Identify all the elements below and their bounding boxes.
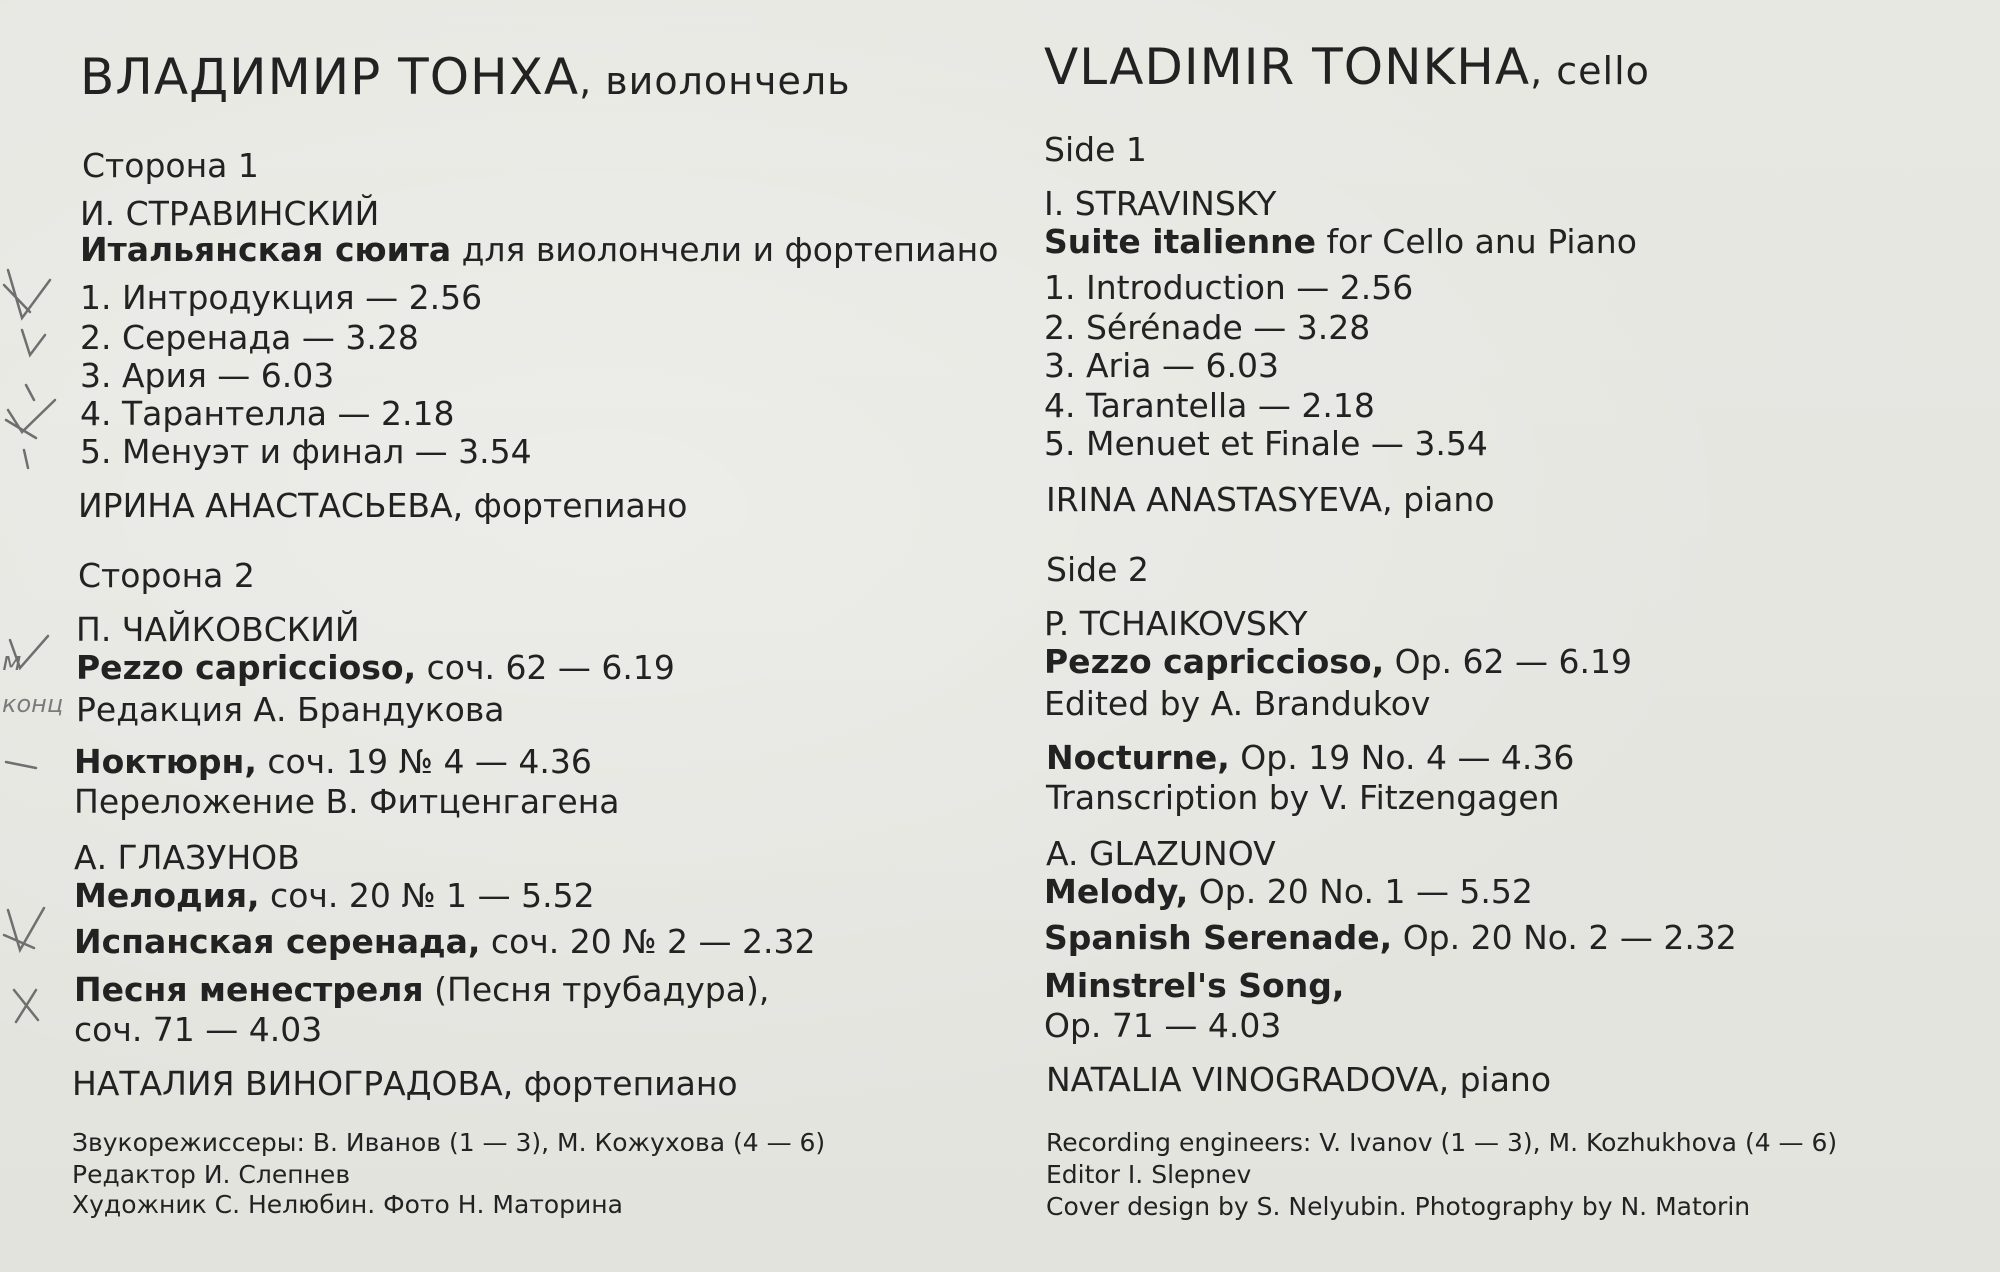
en-credit-1: Recording engineers: V. Ivanov (1 — 3), M. Kozhukhova (4 — 6) xyxy=(1046,1128,1838,1157)
ru-side2-work3 xyxy=(74,876,595,915)
ru-side2-work5 xyxy=(74,970,769,1009)
ru-side2-composer2: А. ГЛАЗУНОВ xyxy=(74,838,300,877)
en-work3-title: Melody, xyxy=(1044,872,1189,911)
ru-work1-title: Pezzo capriccioso, xyxy=(76,648,417,687)
ru-artist-role: , виолончель xyxy=(579,59,851,103)
ru-track-2: 2. Серенада — 3.28 xyxy=(80,318,419,357)
ru-work2-title: Ноктюрн, xyxy=(74,742,257,781)
en-side1-work xyxy=(1044,222,1637,261)
en-work5-line2: Op. 71 — 4.03 xyxy=(1044,1006,1282,1045)
en-track-1: 1. Introduction — 2.56 xyxy=(1044,268,1414,307)
ru-track-1: 1. Интродукция — 2.56 xyxy=(80,278,483,317)
en-side2-performer: NATALIA VINOGRADOVA, piano xyxy=(1046,1060,1552,1099)
ru-work2-note: Переложение В. Фитценгагена xyxy=(74,782,620,821)
en-track-4: 4. Tarantella — 2.18 xyxy=(1044,386,1375,425)
ru-work3-title: Мелодия, xyxy=(74,876,260,915)
en-work2-rest: Op. 19 No. 4 — 4.36 xyxy=(1229,738,1575,777)
en-work4-rest: Op. 20 No. 2 — 2.32 xyxy=(1392,918,1737,957)
en-track-5: 5. Menuet et Finale — 3.54 xyxy=(1044,424,1488,463)
en-work1-note: Edited by A. Brandukov xyxy=(1044,684,1431,723)
ru-side1-performer: ИРИНА АНАСТАСЬЕВА, фортепиано xyxy=(78,486,688,525)
en-track-3: 3. Aria — 6.03 xyxy=(1044,346,1279,385)
ru-work5-rest: (Песня трубадура), xyxy=(423,970,770,1009)
en-track-2: 2. Sérénade — 3.28 xyxy=(1044,308,1371,347)
en-work5-title: Minstrel's Song, xyxy=(1044,966,1345,1005)
en-side2-work4 xyxy=(1044,918,1737,957)
en-side1-work-rest: for Cello anu Piano xyxy=(1315,222,1637,261)
ru-side1-work-title: Итальянская сюита xyxy=(80,230,452,269)
ru-work5-line2: соч. 71 — 4.03 xyxy=(74,1010,323,1049)
en-credit-3: Cover design by S. Nelyubin. Photography by N. Matorin xyxy=(1046,1192,1751,1221)
en-side2-work3 xyxy=(1044,872,1533,911)
en-work4-title: Spanish Serenade, xyxy=(1044,918,1393,957)
en-work1-title: Pezzo capriccioso, xyxy=(1044,642,1385,681)
en-side2-work5 xyxy=(1044,966,1344,1005)
en-work2-title: Nocturne, xyxy=(1046,738,1230,777)
ru-credit-3: Художник С. Нелюбин. Фото Н. Маторина xyxy=(72,1190,623,1219)
en-work2-note: Transcription by V. Fitzengagen xyxy=(1046,778,1560,817)
ru-work4-rest: соч. 20 № 2 — 2.32 xyxy=(480,922,816,961)
en-header xyxy=(1044,38,1650,96)
ru-header xyxy=(80,48,851,106)
ru-work5-title: Песня менестреля xyxy=(74,970,424,1009)
en-side2-composer1: P. TCHAIKOVSKY xyxy=(1044,604,1308,643)
en-work3-rest: Op. 20 No. 1 — 5.52 xyxy=(1188,872,1533,911)
ru-side2-work2 xyxy=(74,742,592,781)
ru-side2-label: Сторона 2 xyxy=(78,556,255,595)
en-side1-label: Side 1 xyxy=(1044,130,1147,169)
ru-credit-1: Звукорежиссеры: В. Иванов (1 — 3), М. Кожухова (4 — 6) xyxy=(72,1128,826,1157)
en-artist-role: , cello xyxy=(1530,49,1650,93)
ru-work1-rest: соч. 62 — 6.19 xyxy=(416,648,675,687)
ru-side1-composer: И. СТРАВИНСКИЙ xyxy=(80,194,380,233)
en-side1-work-title: Suite italienne xyxy=(1044,222,1316,261)
handwritten-note-1: м xyxy=(2,647,22,677)
en-artist-name: VLADIMIR TONKHA xyxy=(1044,38,1531,96)
handwritten-note-2: конц xyxy=(2,690,64,718)
ru-work4-title: Испанская серенада, xyxy=(74,922,481,961)
ru-work3-rest: соч. 20 № 1 — 5.52 xyxy=(259,876,595,915)
ru-side2-performer: НАТАЛИЯ ВИНОГРАДОВА, фортепиано xyxy=(72,1064,738,1103)
en-credit-2: Editor I. Slepnev xyxy=(1046,1160,1252,1189)
ru-track-3: 3. Ария — 6.03 xyxy=(80,356,335,395)
en-side2-composer2: A. GLAZUNOV xyxy=(1046,834,1276,873)
ru-side1-work-rest: для виолончели и фортепиано xyxy=(451,230,999,269)
ru-side2-composer1: П. ЧАЙКОВСКИЙ xyxy=(76,610,360,649)
ru-track-5: 5. Менуэт и финал — 3.54 xyxy=(80,432,532,471)
en-work1-rest: Op. 62 — 6.19 xyxy=(1384,642,1632,681)
en-side2-work2 xyxy=(1046,738,1574,777)
en-side2-work1 xyxy=(1044,642,1632,681)
ru-work2-rest: соч. 19 № 4 — 4.36 xyxy=(256,742,592,781)
ru-credit-2: Редактор И. Слепнев xyxy=(72,1160,351,1189)
ru-side2-work4 xyxy=(74,922,815,961)
ru-side2-work1 xyxy=(76,648,675,687)
en-side1-composer: I. STRAVINSKY xyxy=(1044,184,1277,223)
ru-artist-name: ВЛАДИМИР ТОНХА xyxy=(80,48,580,106)
ru-side1-label: Сторона 1 xyxy=(82,146,259,185)
ru-track-4: 4. Тарантелла — 2.18 xyxy=(80,394,455,433)
ru-work1-note: Редакция А. Брандукова xyxy=(76,690,505,729)
en-side1-performer: IRINA ANASTASYEVA, piano xyxy=(1046,480,1495,519)
en-side2-label: Side 2 xyxy=(1046,550,1149,589)
ru-side1-work xyxy=(80,230,998,269)
